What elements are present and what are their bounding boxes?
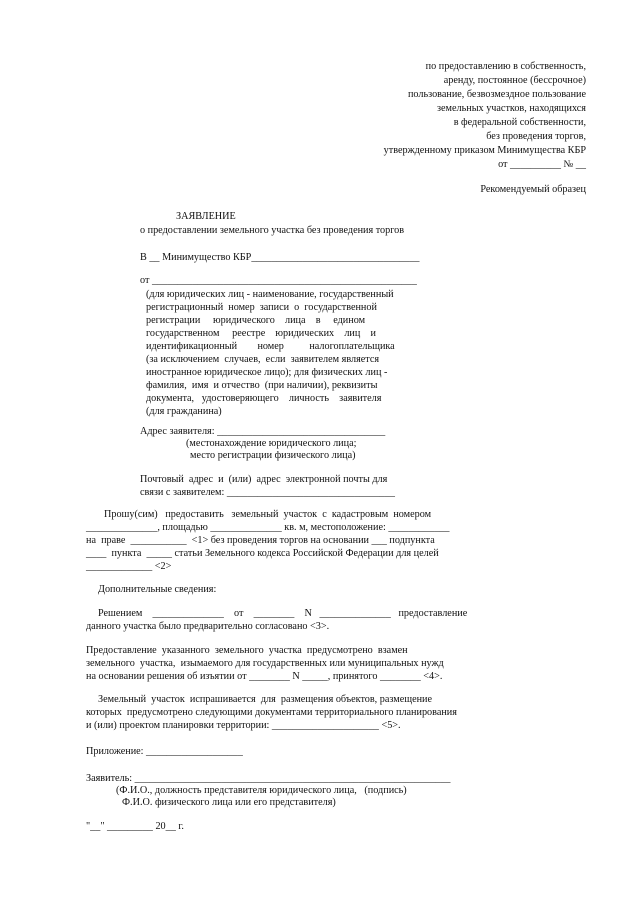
decision-line-2: данного участка было предварительно согласовано <3>. — [86, 621, 330, 632]
postal-line-2: связи с заявителем: _________________________________ — [140, 487, 395, 498]
address-note-1: (местонахождение юридического лица; — [186, 438, 357, 449]
address-line: Адрес заявителя: _________________________________ — [140, 426, 386, 437]
from-note-line: (для юридических лиц - наименование, государственный — [146, 289, 394, 300]
request-line-3: на праве ___________ <1> без проведения торгов на основании ___ подпункта — [86, 535, 435, 546]
planning-line-3: и (или) проектом планировки территории: _____________________ <5>. — [86, 720, 401, 731]
postal-line-1: Почтовый адрес и (или) адрес электронной почты для — [140, 474, 388, 485]
from-note — [146, 288, 396, 418]
header-line-4: земельных участков, находящихся — [437, 103, 586, 114]
header-line-6: без проведения торгов, — [486, 131, 586, 142]
from-note-line: (для гражданина) — [146, 406, 222, 417]
header-line-8: от __________ № __ — [498, 159, 586, 170]
header-line-5: в федеральной собственности, — [453, 117, 586, 128]
applicant-line: Заявитель: ______________________________________________________________ — [86, 773, 451, 784]
from-note-line: иностранное юридическое лицо); для физических лиц - — [146, 367, 388, 378]
from-note-line: регистрации юридического лица в едином — [146, 315, 366, 326]
address-note-2: место регистрации физического лица) — [190, 450, 356, 461]
header-line-2: аренду, постоянное (бессрочное) — [443, 75, 586, 86]
from-note-line: (за исключением случаев, если заявителем является — [146, 354, 380, 365]
additional-info: Дополнительные сведения: — [98, 584, 217, 595]
from-note-line: документа, удостоверяющего личность заявителя — [146, 393, 382, 404]
sample-label: Рекомендуемый образец — [480, 184, 586, 195]
recipient-line: В __ Минимущество КБР_________________________________ — [140, 252, 420, 263]
header-line-7: утвержденному приказом Минимущества КБР — [383, 145, 586, 156]
from-note-line: идентификационный номер налогоплательщика — [146, 341, 395, 352]
applicant-note-1: (Ф.И.О., должность представителя юридического лица, (подпись) — [116, 785, 407, 796]
document-title: ЗАЯВЛЕНИЕ — [176, 211, 236, 222]
from-note-line: фамилия, имя и отчество (при наличии), реквизиты — [146, 380, 378, 391]
exchange-line-1: Предоставление указанного земельного участка предусмотрено взамен — [86, 645, 408, 656]
header-line-1: по предоставлению в собственность, — [425, 61, 586, 72]
exchange-line-2: земельного участка, изымаемого для государственных или муниципальных нужд — [86, 658, 444, 669]
request-line-5: _____________ <2> — [86, 561, 172, 572]
from-line: от ____________________________________________________ — [140, 275, 417, 286]
header-line-3: пользование, безвозмездное пользование — [407, 89, 586, 100]
applicant-note-2: Ф.И.О. физического лица или его представителя) — [122, 797, 336, 808]
planning-line-1: Земельный участок испрашивается для размещения объектов, размещение — [98, 694, 433, 705]
from-note-line: регистрационный номер записи о государственной — [146, 302, 377, 313]
attachment-line: Приложение: ___________________ — [86, 746, 243, 757]
date-line: "__" _________ 20__ г. — [86, 821, 184, 832]
planning-line-2: которых предусмотрено следующими документами территориального планирования — [86, 707, 457, 718]
decision-line-1: Решением ______________ от ________ N ______________ предоставление — [98, 608, 468, 619]
from-note-line: государственном реестре юридических лиц и — [146, 328, 376, 339]
document-subtitle: о предоставлении земельного участка без проведения торгов — [140, 225, 405, 236]
request-line-1: Прошу(сим) предоставить земельный участок с кадастровым номером — [104, 509, 432, 520]
request-line-4: ____ пункта _____ статьи Земельного кодекса Российской Федерации для целей — [86, 548, 439, 559]
exchange-line-3: на основании решения об изъятии от ________ N _____, принятого ________ <4>. — [86, 671, 443, 682]
request-line-2: ______________, площадью ______________ кв. м, местоположение: ____________ — [86, 522, 450, 533]
